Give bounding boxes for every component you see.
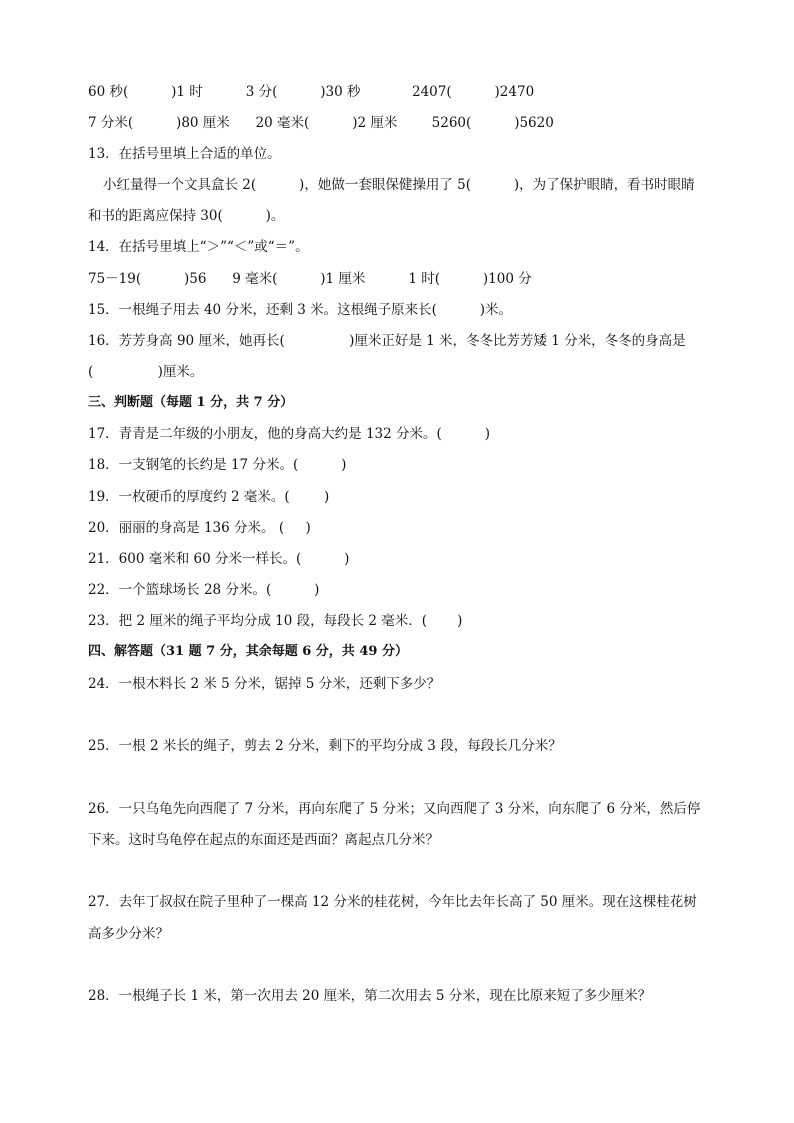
question-26-line-1: 26．一只乌龟先向西爬了 7 分米，再向东爬了 5 分米；又向西爬了 3 分米，向东爬了 6 分米，然后停 bbox=[88, 801, 701, 817]
question-28: 28．一根绳子长 1 米，第一次用去 20 厘米，第二次用去 5 分米，现在比原来短了多少厘米？ bbox=[88, 988, 652, 1004]
question-18: 18．一支钢笔的长约是 17 分米。( ) bbox=[88, 457, 347, 473]
question-14-row: 75－19( )56 9 毫米( )1 厘米 1 时( )100 分 bbox=[88, 271, 532, 287]
question-16-line-1: 16．芳芳身高 90 厘米，她再长( )厘米正好是 1 米，冬冬比芳芳矮 1 分米，冬冬的身高是 bbox=[88, 333, 686, 349]
question-13-text-line-1: 小红量得一个文具盒长 2( )，她做一套眼保健操用了 5( )，为了保护眼睛，看书时眼睛 bbox=[103, 177, 695, 193]
question-13-text-line-2: 和书的距离应保持 30( )。 bbox=[88, 208, 285, 224]
question-25: 25．一根 2 米长的绳子，剪去 2 分米，剩下的平均分成 3 段，每段长几分米？ bbox=[88, 738, 562, 754]
question-19: 19．一枚硬币的厚度约 2 毫米。( ) bbox=[88, 489, 330, 505]
question-22: 22．一个篮球场长 28 分米。( ) bbox=[88, 582, 320, 598]
question-24: 24．一根木料长 2 米 5 分米，锯掉 5 分米，还剩下多少？ bbox=[88, 676, 441, 692]
question-27-line-1: 27．去年丁叔叔在院子里种了一棵高 12 分米的桂花树，今年比去年长高了 50 厘米。现在这棵桂花树 bbox=[88, 894, 697, 910]
question-21: 21．600 毫米和 60 分米一样长。( ) bbox=[88, 551, 350, 567]
question-13: 13．在括号里填上合适的单位。 bbox=[88, 146, 281, 162]
question-14: 14．在括号里填上“＞”“＜”或“＝”。 bbox=[88, 239, 309, 255]
question-16-line-2: ( )厘米。 bbox=[88, 364, 204, 380]
question-15: 15．一根绳子用去 40 分米，还剩 3 米。这根绳子原来长( )米。 bbox=[88, 302, 513, 318]
section-3-heading: 三、判断题（每题 1 分，共 7 分） bbox=[88, 395, 294, 410]
compare-row-2: 7 分米( )80 厘米 20 毫米( )2 厘米 5260( )5620 bbox=[88, 115, 554, 131]
question-27-line-2: 高多少分米？ bbox=[88, 926, 169, 942]
compare-row-1: 60 秒( )1 时 3 分( )30 秒 2407( )2470 bbox=[88, 84, 535, 100]
question-23: 23．把 2 厘米的绳子平均分成 10 段，每段长 2 毫米．( ) bbox=[88, 613, 463, 629]
section-4-heading: 四、解答题（31 题 7 分，其余每题 6 分，共 49 分） bbox=[88, 644, 408, 659]
question-20: 20．丽丽的身高是 136 分米。 ( ) bbox=[88, 520, 311, 536]
question-26-line-2: 下来。这时乌龟停在起点的东面还是西面？离起点几分米？ bbox=[88, 832, 439, 848]
question-17: 17．青青是二年级的小朋友，他的身高大约是 132 分米。( ) bbox=[88, 426, 490, 442]
